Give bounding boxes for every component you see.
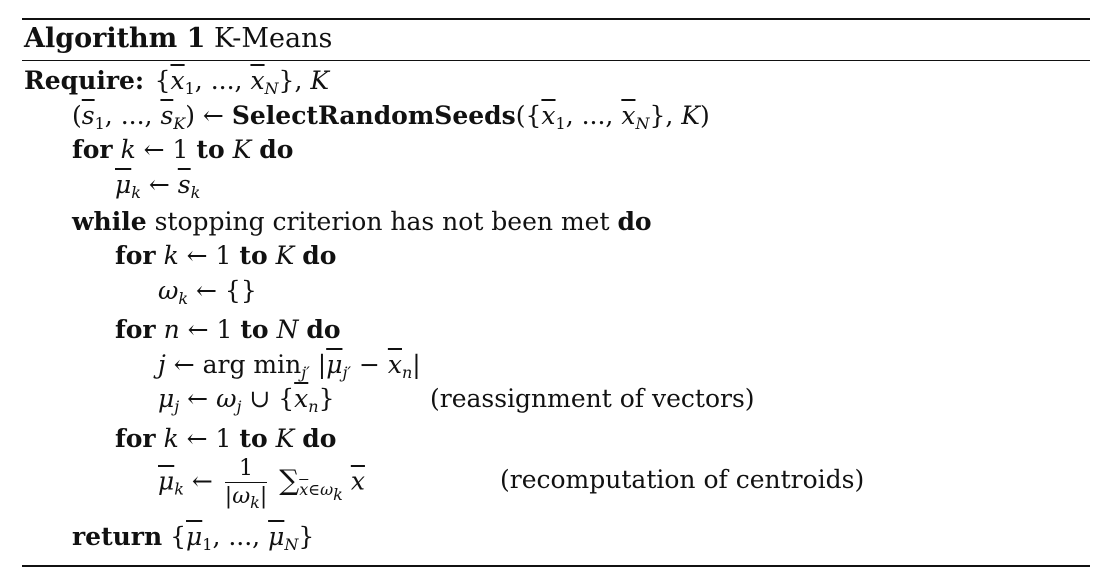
caption-rule bbox=[22, 60, 1090, 61]
algorithm-label: Algorithm 1 bbox=[24, 23, 206, 54]
fraction: $\frac{1}{|\omega_k|}$ bbox=[224, 456, 268, 512]
top-rule bbox=[22, 18, 1090, 20]
algorithm-title: K-Means bbox=[214, 23, 333, 54]
comment-recomputation: (recomputation of centroids) bbox=[500, 465, 865, 494]
require-label: Require: bbox=[24, 66, 145, 95]
comment-reassignment: (reassignment of vectors) bbox=[430, 384, 755, 413]
algorithm-caption bbox=[24, 22, 332, 56]
select-random-seeds: SelectRandomSeeds bbox=[231, 101, 516, 130]
bottom-rule bbox=[22, 565, 1090, 567]
